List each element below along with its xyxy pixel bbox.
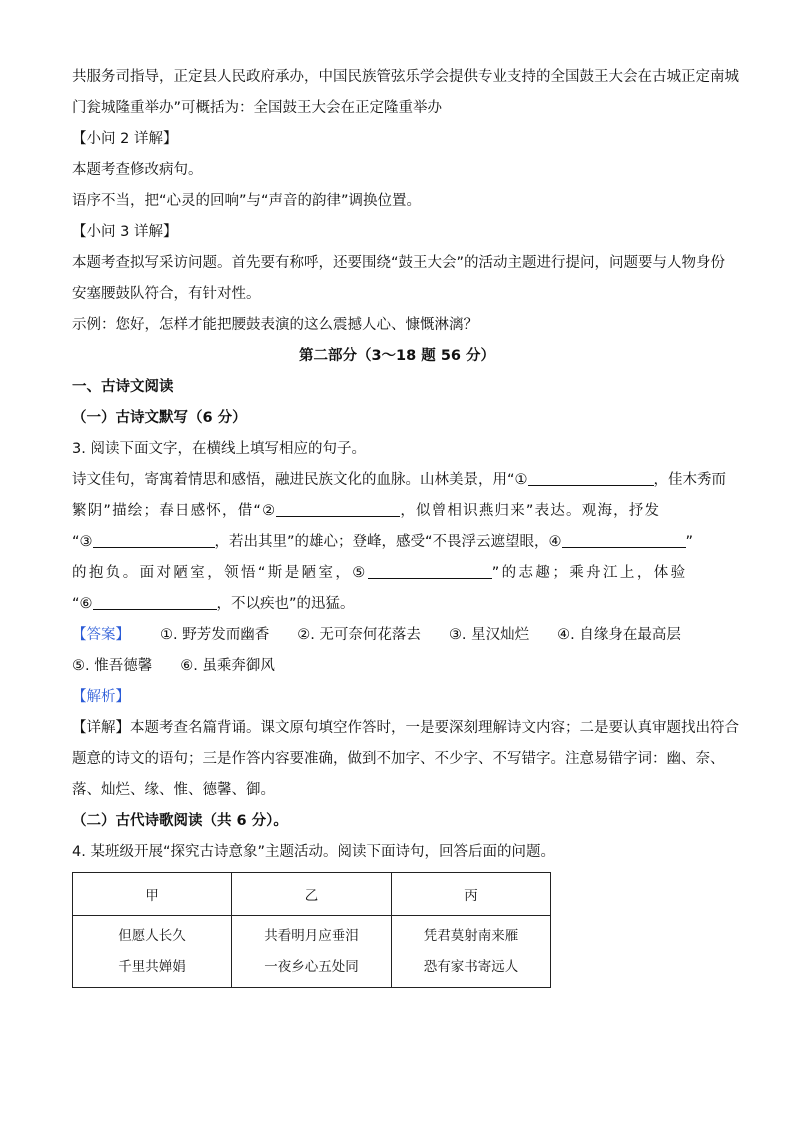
table-header: 甲 [73, 873, 232, 916]
fill-text: 诗文佳句，寄寓着情思和感悟，融进民族文化的血脉。山林美景，用“① [72, 472, 528, 488]
analysis-tag: 【解析】 [72, 689, 130, 705]
fill-line [72, 527, 722, 558]
poem-line: 凭君莫射南来雁 [423, 927, 519, 944]
poem-table [72, 872, 551, 988]
subsection-title: （二）古代诗歌阅读（共 6 分）。 [72, 813, 288, 829]
blank-2 [276, 502, 400, 517]
table-cell [392, 916, 551, 988]
blank-6 [93, 595, 217, 610]
fill-text: ，若出其里”的雄心；登峰，感受“不畏浮云遮望眼，④ [214, 534, 562, 550]
fill-line [72, 496, 722, 527]
answer-item: ④. 自缘身在最高层 [557, 627, 681, 643]
question-stem: 4. 某班级开展“探究古诗意象”主题活动。阅读下面诗句，回答后面的问题。 [72, 844, 555, 860]
answer-tag: 【答案】 [72, 627, 130, 643]
answer-row [72, 620, 722, 651]
text-line: 共服务司指导，正定县人民政府承办，中国民族管弦乐学会提供专业支持的全国鼓王大会在古城正定南城 [72, 69, 739, 85]
part-title: 第二部分（3～18 题 56 分） [298, 348, 496, 364]
section-title: 一、古诗文阅读 [72, 379, 174, 395]
fill-text: “③ [72, 534, 93, 550]
table-cell [73, 916, 232, 988]
text-line: 题意的诗文的语句；三是作答内容要准确，做到不加字、不少字、不写错字。注意易错字词：幽、奈、 [72, 751, 725, 767]
text-line: 本题考查拟写采访问题。首先要有称呼，还要围绕“鼓王大会”的活动主题进行提问，问题要与人物身份 [72, 255, 726, 271]
fill-line [72, 465, 727, 496]
answer-item: ①. 野芳发而幽香 [160, 627, 270, 643]
poem-line: 但愿人长久 [118, 927, 186, 944]
fill-text: 繁阴”描绘；春日感怀，借“② [72, 503, 277, 519]
answer-item: ②. 无可奈何花落去 [297, 627, 421, 643]
fill-text: “⑥ [72, 596, 93, 612]
question-stem: 3. 阅读下面文字，在横线上填写相应的句子。 [72, 441, 366, 457]
text-line: 本题考查修改病句。 [72, 162, 203, 178]
poem-line: 千里共婵娟 [118, 958, 186, 975]
text-line: 安塞腰鼓队符合，有针对性。 [72, 286, 261, 302]
table-header: 乙 [232, 873, 392, 916]
answer-item: ⑥. 虽乘奔御风 [180, 658, 275, 674]
blank-3 [93, 533, 215, 548]
answer-item: ⑤. 惟吾德馨 [72, 658, 153, 674]
text-line: 门瓮城隆重举办”可概括为：全国鼓王大会在正定隆重举办 [72, 100, 443, 116]
text-line: 【详解】本题考查名篇背诵。课文原句填空作答时，一是要深刻理解诗文内容；二是要认真审题找出符合 [72, 720, 739, 736]
answer-item: ③. 星汉灿烂 [448, 627, 530, 643]
table-header: 丙 [392, 873, 551, 916]
fill-text: ” [685, 534, 694, 550]
blank-4 [562, 533, 686, 548]
text-line: 语序不当，把“心灵的回响”与“声音的韵律”调换位置。 [72, 193, 422, 209]
text-line: 示例：您好，怎样才能把腰鼓表演的这么震撼人心、慷慨淋漓？ [72, 317, 478, 333]
fill-text: ”的志趣；乘舟江上，体验 [491, 565, 688, 581]
poem-line: 恐有家书寄远人 [423, 958, 519, 975]
section-heading: 【小问 2 详解】 [72, 131, 178, 147]
fill-text: ，似曾相识燕归来”表达。观海，抒发 [400, 503, 661, 519]
text-line: 落、灿烂、缘、惟、德馨、御。 [72, 782, 275, 798]
answer-row [72, 651, 722, 682]
section-heading: 【小问 3 详解】 [72, 224, 178, 240]
fill-text: 的抱负。面对陋室，领悟“斯是陋室，⑤ [72, 565, 368, 581]
fill-text: ，佳木秀而 [653, 472, 727, 488]
poem-line: 一夜乡心五处同 [264, 958, 359, 975]
poem-line: 共看明月应垂泪 [264, 927, 359, 944]
table-cell [232, 916, 392, 988]
fill-text: ，不以疾也”的迅猛。 [216, 596, 355, 612]
blank-1 [528, 471, 654, 486]
fill-line [72, 589, 722, 620]
blank-5 [368, 564, 492, 579]
subsection-title: （一）古诗文默写（6 分） [72, 410, 247, 426]
document-page [72, 62, 739, 988]
fill-line [72, 558, 722, 589]
